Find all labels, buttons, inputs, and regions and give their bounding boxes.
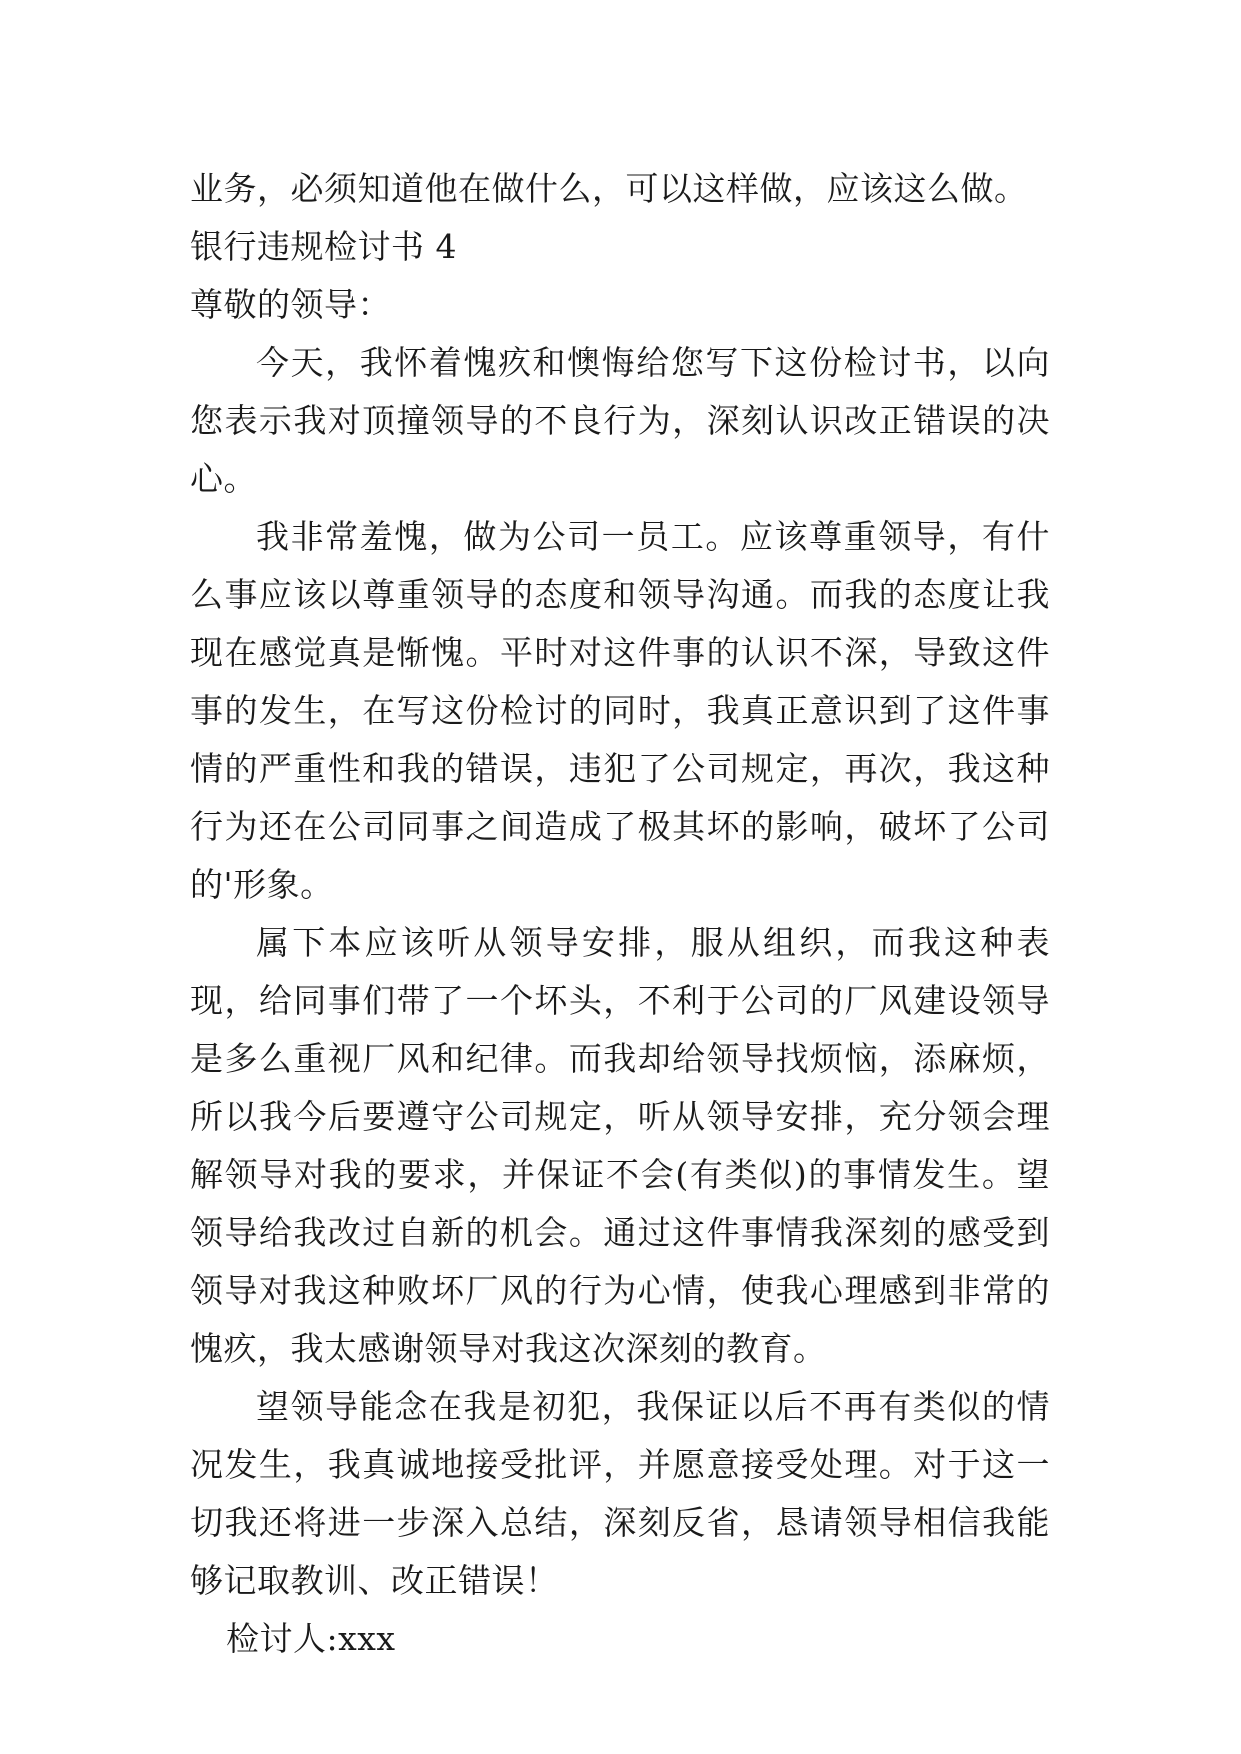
- continuation-text: 业务，必须知道他在做什么，可以这样做，应该这么做。: [190, 169, 1028, 208]
- paragraph-4: 望领导能念在我是初犯，我保证以后不再有类似的情况发生，我真诚地接受批评，并愿意接受处理。对于这一切我还将进一步深入总结，深刻反省，恳请领导相信我能够记取教训、改正错误！: [190, 1387, 1050, 1600]
- paragraph-2: 我非常羞愧，做为公司一员工。应该尊重领导，有什么事应该以尊重领导的态度和领导沟通。而我的态度让我现在感觉真是惭愧。平时对这件事的认识不深，导致这件事的发生，在写这份检讨的同时，我真正意识到了这件事情的严重性和我的错误，违犯了公司规定，再次，我这种行为还在公司同事之间造成了极其坏的影响，破坏了公司的'形象。: [190, 517, 1050, 904]
- document-title: 银行违规检讨书 4: [190, 227, 457, 266]
- document-body: [190, 160, 1050, 1668]
- signature: 检讨人:xxx: [226, 1619, 396, 1658]
- paragraph-1: 今天，我怀着愧疚和懊悔给您写下这份检讨书，以向您表示我对顶撞领导的不良行为，深刻认识改正错误的决心。: [190, 343, 1050, 498]
- salutation: 尊敬的领导：: [190, 285, 391, 324]
- paragraph-3: 属下本应该听从领导安排，服从组织，而我这种表现，给同事们带了一个坏头，不利于公司的厂风建设领导是多么重视厂风和纪律。而我却给领导找烦恼，添麻烦，所以我今后要遵守公司规定，听从领导安排，充分领会理解领导对我的要求，并保证不会(有类似)的事情发生。望领导给我改过自新的机会。通过这件事情我深刻的感受到领导对我这种败坏厂风的行为心情，使我心理感到非常的愧疚，我太感谢领导对我这次深刻的教育。: [190, 923, 1050, 1368]
